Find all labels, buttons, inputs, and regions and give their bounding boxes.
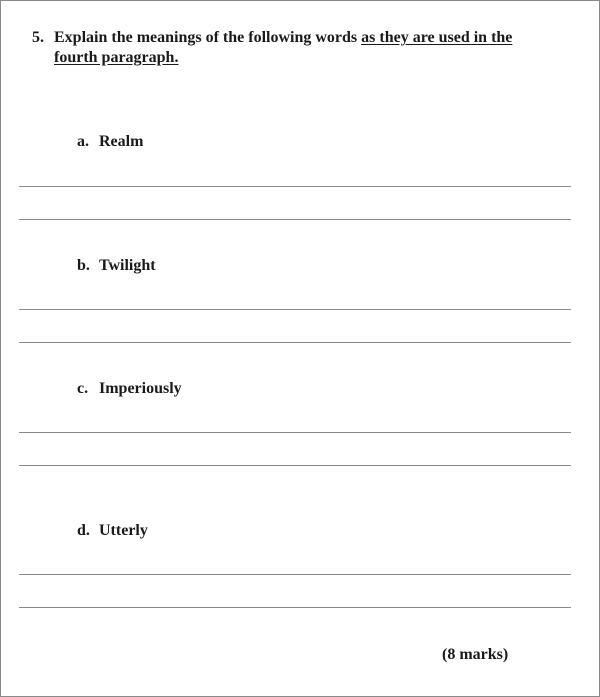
item-c-letter: c. <box>77 380 89 397</box>
item-c-answer-line-1[interactable] <box>19 432 571 433</box>
item-a-word: Realm <box>99 133 144 150</box>
item-b-word: Twilight <box>99 257 156 274</box>
question-underlined-text-2: fourth paragraph. <box>54 49 179 66</box>
question-line-1 <box>32 28 562 48</box>
marks-allocation: (8 marks) <box>442 646 509 663</box>
item-d-answer-line-1[interactable] <box>19 574 571 575</box>
question-prompt <box>32 28 562 68</box>
item-b-letter: b. <box>77 257 90 274</box>
question-number: 5. <box>32 29 44 46</box>
item-c-word: Imperiously <box>99 380 182 397</box>
item-c-label <box>77 380 182 398</box>
item-b-answer-line-1[interactable] <box>19 309 571 310</box>
item-b-answer-line-2[interactable] <box>19 342 571 343</box>
item-d-word: Utterly <box>99 522 148 539</box>
item-d-label <box>77 522 148 540</box>
item-c-answer-line-2[interactable] <box>19 465 571 466</box>
item-d-answer-line-2[interactable] <box>19 607 571 608</box>
item-a-letter: a. <box>77 133 89 150</box>
item-a-label <box>77 133 143 151</box>
item-a-answer-line-1[interactable] <box>19 186 571 187</box>
item-b-label <box>77 257 156 275</box>
item-a-answer-line-2[interactable] <box>19 219 571 220</box>
question-text: Explain the meanings of the following words <box>54 29 362 46</box>
question-line-2 <box>32 48 562 68</box>
question-underlined-text-1: as they are used in the <box>361 29 513 46</box>
item-d-letter: d. <box>77 522 90 539</box>
